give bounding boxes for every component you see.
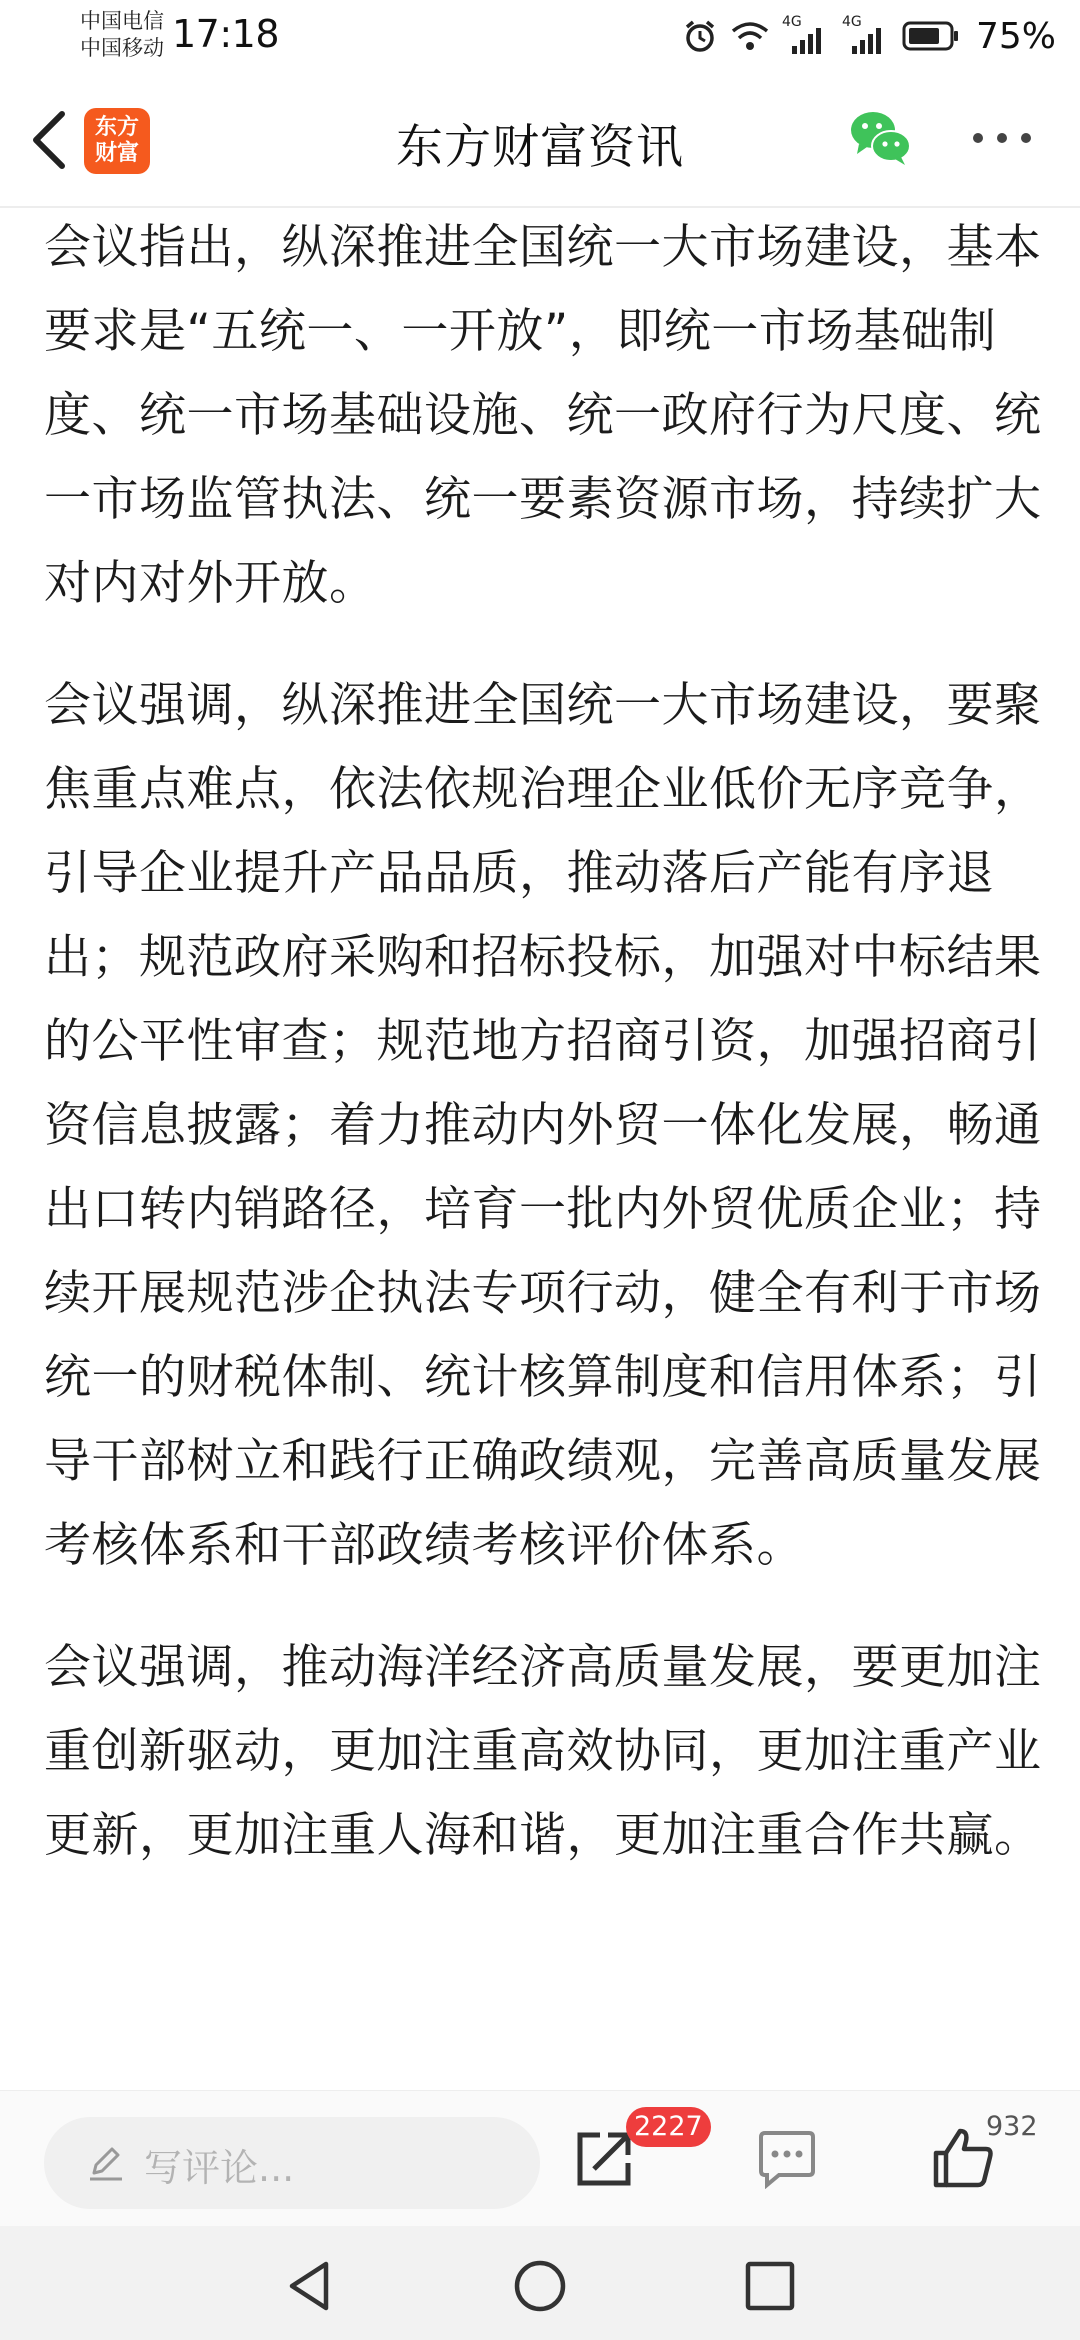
alarm-icon [682, 18, 718, 54]
article-paragraph: 会议强调，推动海洋经济高质量发展，要更加注重创新驱动，更加注重高效协同，更加注重产业更新，更加注重人海和谐，更加注重合作共赢。 [44, 1640, 1042, 1863]
battery-icon [902, 21, 960, 51]
comment-input[interactable] [44, 2117, 540, 2209]
article-paragraph: 会议指出，纵深推进全国统一大市场建设，基本要求是“五统一、一开放”，即统一市场基础制度、统一市场基础设施、统一政府行为尺度、统一市场监管执法、统一要素资源市场，持续扩大对内对外开放。 [44, 220, 1042, 611]
nav-home-icon[interactable] [510, 2256, 570, 2316]
action-bar [0, 2090, 1080, 2227]
logo-line-1: 东方 [94, 115, 139, 140]
carrier-2: 中国移动 [80, 36, 164, 60]
clock: 17:18 [172, 12, 280, 56]
share-count-badge: 2227 [626, 2107, 711, 2147]
share-icon[interactable] [572, 2127, 636, 2191]
network-2-label: 4G [841, 14, 862, 30]
comment-placeholder: 写评论... [144, 2146, 295, 2190]
network-1-label: 4G [781, 14, 802, 30]
like-count: 932 [986, 2111, 1038, 2142]
signal-1-icon [781, 14, 830, 54]
status-bar [0, 0, 1080, 74]
comment-icon[interactable] [755, 2129, 819, 2189]
carrier-info [80, 8, 164, 62]
nav-back-icon[interactable] [280, 2256, 340, 2316]
page-title: 东方财富资讯 [396, 120, 684, 175]
nav-recents-icon[interactable] [740, 2256, 800, 2316]
wifi-icon [730, 19, 770, 53]
app-header [0, 74, 1080, 208]
more-icon[interactable] [970, 126, 1034, 150]
wechat-icon[interactable] [845, 102, 915, 172]
signal-2-icon [841, 14, 890, 54]
pen-icon [86, 2143, 126, 2183]
carrier-1: 中国电信 [80, 9, 164, 33]
battery-percent: 75% [975, 15, 1056, 57]
article-paragraph: 会议强调，纵深推进全国统一大市场建设，要聚焦重点难点，依法依规治理企业低价无序竞争，引导企业提升产品品质，推动落后产能有序退出；规范政府采购和招标投标，加强对中标结果的公平性审查；规范地方招商引资，加强招商引资信息披露；着力推动内外贸一体化发展，畅通出口转内销路径，培育一批内外贸优质企业；持续开展规范涉企执法专项行动，健全有利于市场统一的财税体制、统计核算制度和信用体系；引导干部树立和践行正确政绩观，完善高质量发展考核体系和干部政绩考核评价体系。 [44, 678, 1042, 1573]
logo-line-2: 财富 [94, 141, 139, 166]
article-body [44, 206, 1044, 1916]
status-icons [682, 14, 1056, 58]
system-nav-bar [0, 2226, 1080, 2340]
